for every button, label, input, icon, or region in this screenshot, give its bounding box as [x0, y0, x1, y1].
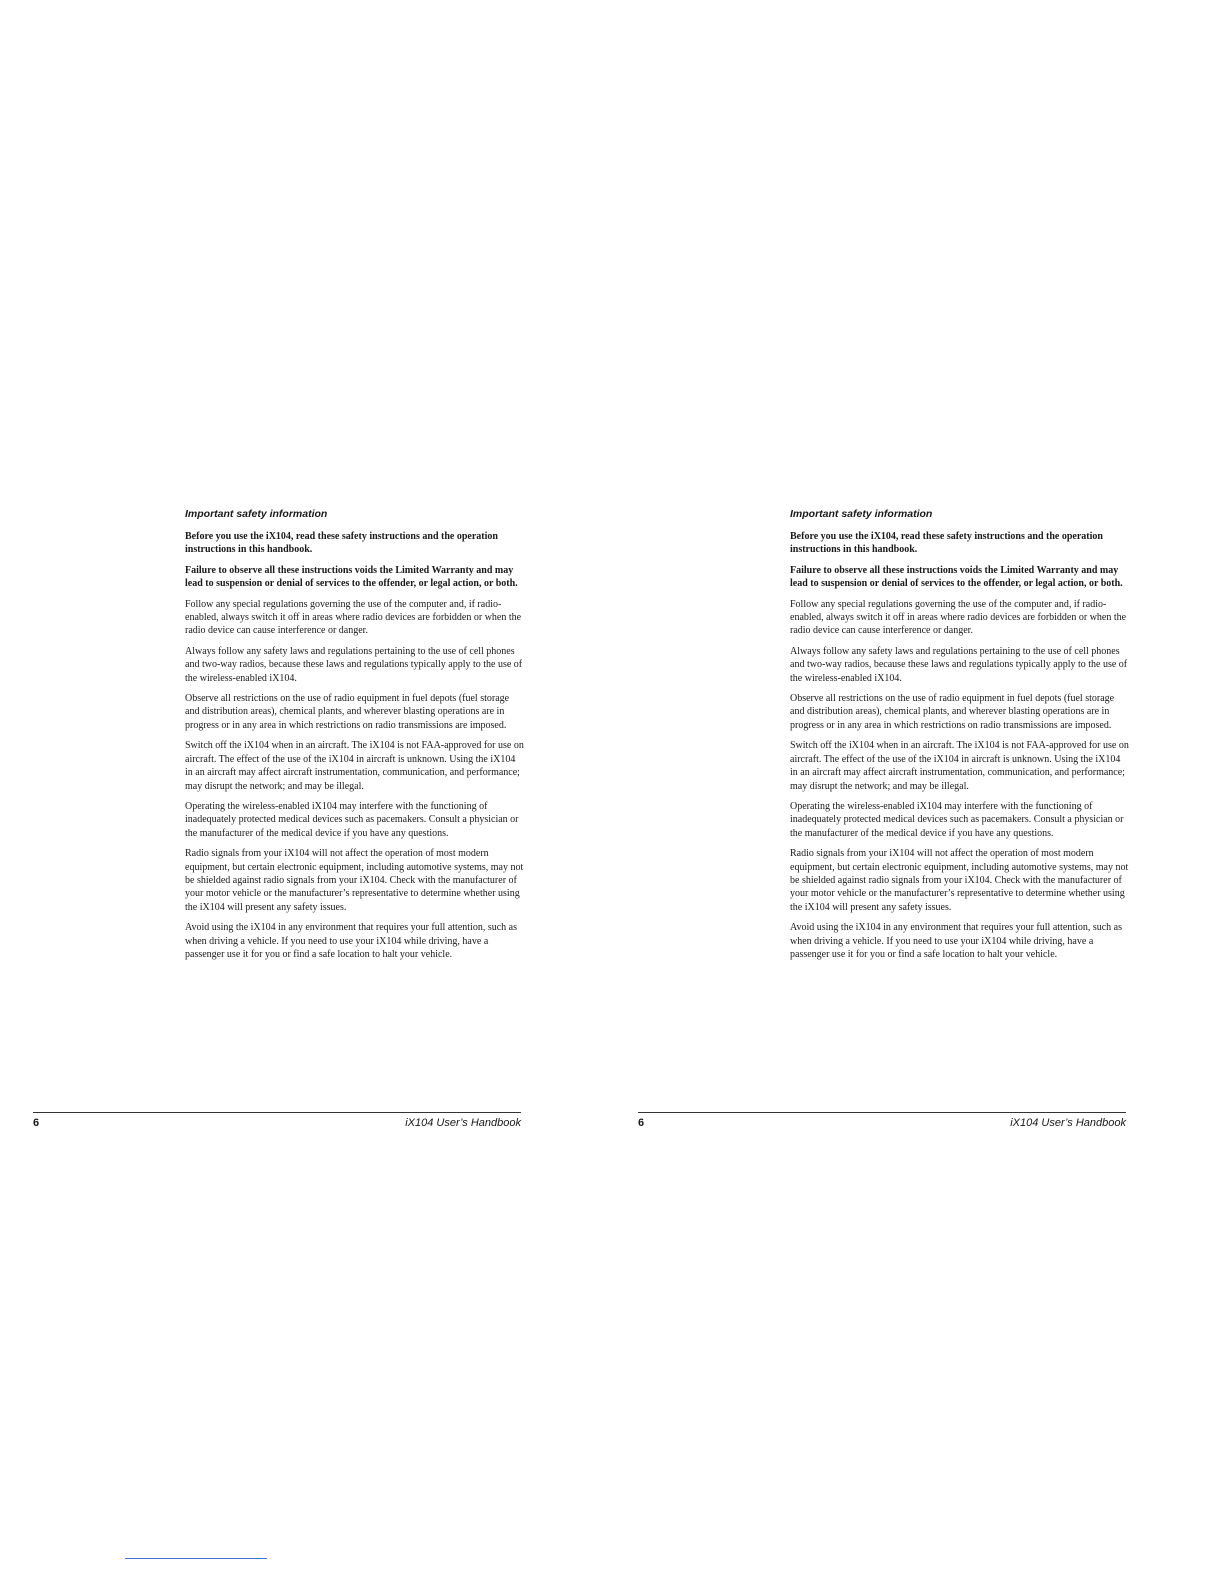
paragraph: Follow any special regulations governing the use of the computer and, if radio-enabled, always switch it off in areas where radio devices are forbidden or when the radio device can cause interference or danger. [790, 598, 1127, 637]
paragraph: Follow any special regulations governing the use of the computer and, if radio-enabled, always switch it off in areas where radio devices are forbidden or when the radio device can cause interference or danger. [185, 598, 522, 637]
section-heading: Important safety information [185, 508, 328, 520]
paragraph: Always follow any safety laws and regulations pertaining to the use of cell phones and two-way radios, because these laws and regulations typically apply to the use of the wireless-enabled iX104. [790, 645, 1128, 684]
paragraph: Always follow any safety laws and regulations pertaining to the use of cell phones and two-way radios, because these laws and regulations typically apply to the use of the wireless-enabled iX104. [185, 645, 523, 684]
paragraph: Observe all restrictions on the use of radio equipment in fuel depots (fuel storage and distribution areas), chemical plants, and wherever blasting operations are in progress or in any area in which restrictions on radio transmissions are imposed. [185, 693, 510, 731]
paragraph: Failure to observe all these instructions voids the Limited Warranty and may lead to suspension or denial of services to the offender, or legal action, or both. [790, 564, 1123, 590]
paragraph: Operating the wireless-enabled iX104 may interfere with the functioning of inadequately protected medical devices such as pacemakers. Consult a physician or the manufacturer of the medical device if you have any questions. [185, 800, 519, 839]
paragraph: Before you use the iX104, read these safety instructions and the operation instructions in this handbook. [185, 531, 498, 556]
page-content [790, 507, 1130, 968]
paragraph: Failure to observe all these instructions voids the Limited Warranty and may lead to suspension or denial of services to the offender, or legal action, or both. [185, 564, 518, 590]
paragraph: Operating the wireless-enabled iX104 may interfere with the functioning of inadequately protected medical devices such as pacemakers. Consult a physician or the manufacturer of the medical device if you have any questions. [790, 800, 1124, 839]
footer-title: iX104 User’s Handbook [1010, 1117, 1126, 1129]
paragraph: Switch off the iX104 when in an aircraft. The iX104 is not FAA-approved for use on aircraft. The effect of the use of the iX104 in aircraft is unknown. Using the iX104 in an aircraft may affect aircraft instrumentation, communication, and performance; may disrupt the network; and may be illegal. [185, 740, 524, 792]
paragraph: Switch off the iX104 when in an aircraft. The iX104 is not FAA-approved for use on aircraft. The effect of the use of the iX104 in aircraft is unknown. Using the iX104 in an aircraft may affect aircraft instrumentation, communication, and performance; may disrupt the network; and may be illegal. [790, 740, 1129, 792]
paragraph: Observe all restrictions on the use of radio equipment in fuel depots (fuel storage and distribution areas), chemical plants, and wherever blasting operations are in progress or in any area in which restrictions on radio transmissions are imposed. [790, 693, 1115, 731]
page-number: 6 [33, 1117, 40, 1129]
paragraph: Before you use the iX104, read these safety instructions and the operation instructions in this handbook. [790, 531, 1103, 556]
footer-title: iX104 User’s Handbook [405, 1117, 521, 1129]
page-number: 6 [638, 1117, 645, 1129]
right-page [605, 0, 1217, 1584]
paragraph: Avoid using the iX104 in any environment that requires your full attention, such as when driving a vehicle. If you need to use your iX104 while driving, have a passenger use it for you or find a safe location to halt your vehicle. [185, 922, 517, 960]
footer-divider [33, 1112, 521, 1113]
paragraph: Avoid using the iX104 in any environment that requires your full attention, such as when driving a vehicle. If you need to use your iX104 while driving, have a passenger use it for you or find a safe location to halt your vehicle. [790, 922, 1122, 960]
paragraph: Radio signals from your iX104 will not affect the operation of most modern equipment, but certain electronic equipment, including automotive systems, may not be shielded against radio signals from your iX104. Check with the manufacturer of your motor vehicle or the manufacturer’s representative to determine whether using the iX104 will present any safety issues. [185, 848, 524, 913]
paragraph: Radio signals from your iX104 will not affect the operation of most modern equipment, but certain electronic equipment, including automotive systems, may not be shielded against radio signals from your iX104. Check with the manufacturer of your motor vehicle or the manufacturer’s representative to determine whether using the iX104 will present any safety issues. [790, 848, 1129, 913]
page-content [185, 507, 525, 968]
section-heading: Important safety information [790, 508, 933, 520]
link-underline [125, 1558, 267, 1559]
footer-divider [638, 1112, 1126, 1113]
